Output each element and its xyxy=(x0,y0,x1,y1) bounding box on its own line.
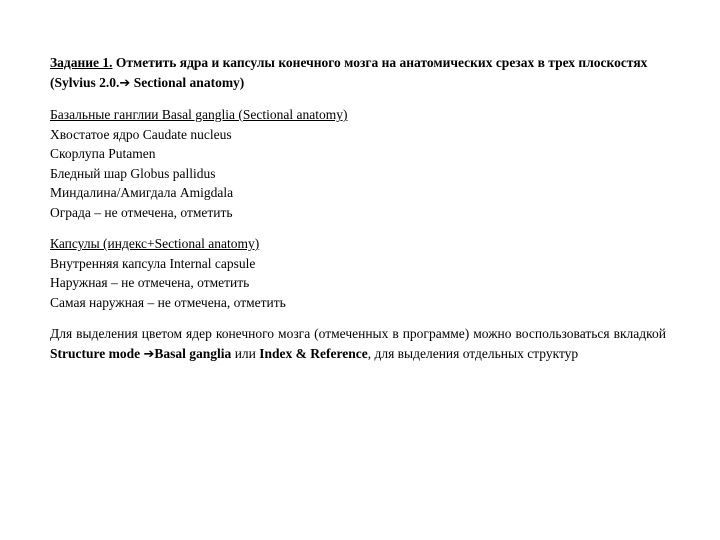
basal-ganglia-item: Миндалина/Амигдала Amigdala xyxy=(50,185,234,200)
capsules-heading: Капсулы (индекс+Sectional anatomy) xyxy=(50,236,260,251)
arrow-right-icon: ➔ xyxy=(119,75,131,91)
capsules-item: Самая наружная – не отмечена, отметить xyxy=(50,294,286,310)
structure-mode-label: Structure mode xyxy=(50,345,141,361)
basal-ganglia-heading: Базальные ганглии Basal ganglia (Sectional anatomy) xyxy=(50,107,348,122)
slide-content xyxy=(50,53,666,364)
basal-ganglia-item: Скорлупа Putamen xyxy=(50,146,156,161)
basal-ganglia-item: Ограда – не отмечена, отметить xyxy=(50,204,233,220)
task-title xyxy=(50,53,666,93)
index-reference-label: Index & Reference xyxy=(259,345,368,361)
note-paragraph xyxy=(50,324,666,364)
basal-ganglia-label: Basal ganglia xyxy=(154,345,232,361)
task-text-2: Sectional anatomy) xyxy=(130,74,245,90)
capsules-item: Наружная – не отмечена, отметить xyxy=(50,275,250,290)
capsules-item: Внутренняя капсула Internal capsule xyxy=(50,255,256,271)
capsules-section xyxy=(50,234,666,312)
task-text-1: Отметить ядра и капсулы конечного мозга на анатомических срезах в трех плоскостях (Sylvius 2.0. xyxy=(50,55,648,90)
note-text-3: , для выделения отдельных структур xyxy=(367,345,579,361)
note-text-2: или xyxy=(231,345,260,361)
arrow-right-icon: ➔ xyxy=(143,346,155,362)
basal-ganglia-item: Хвостатое ядро Caudate nucleus xyxy=(50,126,232,142)
basal-ganglia-item: Бледный шар Globus pallidus xyxy=(50,165,216,181)
note-text-1: Для выделения цветом ядер конечного мозга (отмеченных в программе) можно воспользоваться вкладкой xyxy=(50,326,666,341)
basal-ganglia-section xyxy=(50,105,666,222)
task-label: Задание 1. xyxy=(50,55,113,70)
